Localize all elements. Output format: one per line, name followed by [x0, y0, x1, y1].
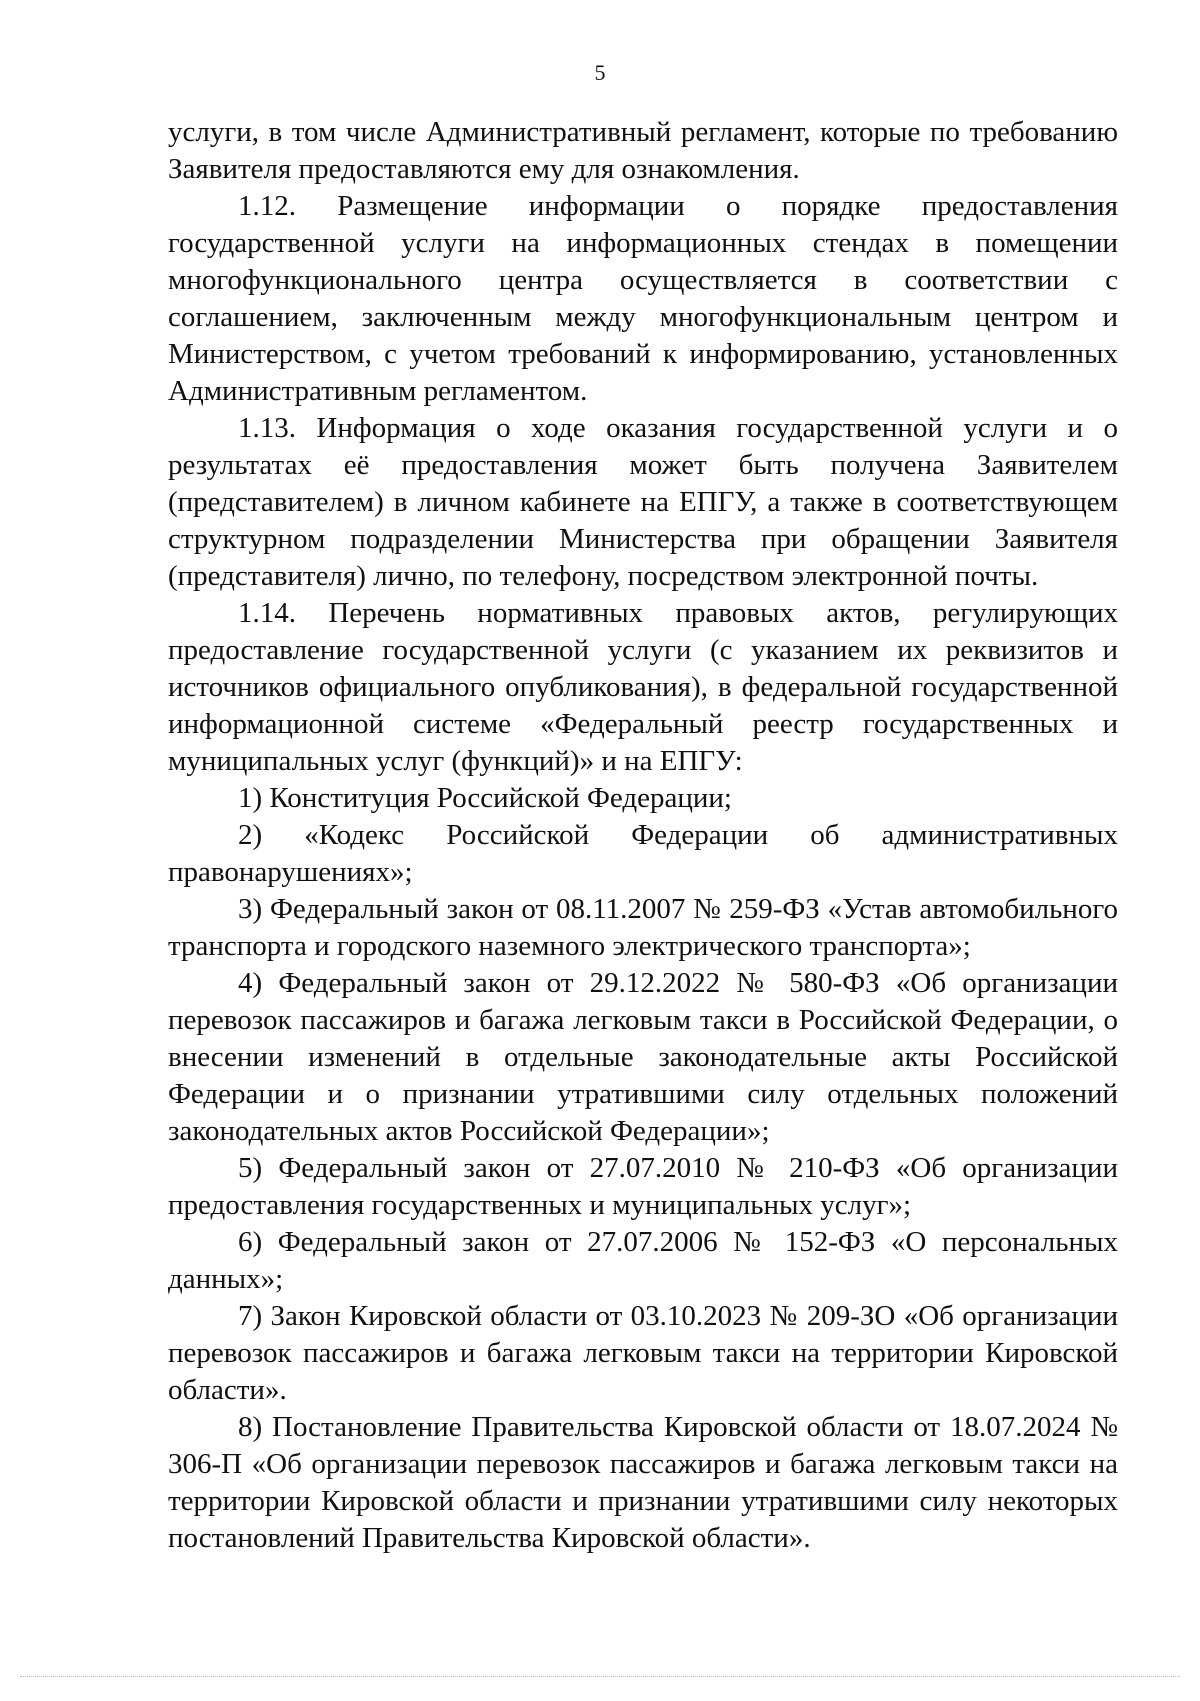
document-body [168, 114, 1118, 1557]
list-item-4: 4) Федеральный закон от 29.12.2022 № 580-ФЗ «Об организации перевозок пассажиров и багажа легковым такси в Российской Федерации, о внесении изменений в отдельные законодательные акты Российской Федерации и о признании утратившими силу отдельных положений законодательных актов Российской Федерации»; [168, 967, 1118, 1147]
list-item-6: 6) Федеральный закон от 27.07.2006 № 152-ФЗ «О персональных данных»; [168, 1226, 1118, 1295]
scan-edge-divider [20, 1676, 1180, 1677]
page-number: 5 [594, 60, 606, 85]
list-item-3: 3) Федеральный закон от 08.11.2007 № 259-ФЗ «Устав автомобильного транспорта и городского наземного электрического транспорта»; [168, 893, 1118, 962]
paragraph-1-13: 1.13. Информация о ходе оказания государственной услуги и о результатах её предоставления может быть получена Заявителем (представителем) в личном кабинете на ЕПГУ, а также в соответствующем структурном подразделении Министерства при обращении Заявителя (представителя) лично, по телефону, посредством электронной почты. [168, 412, 1118, 592]
paragraph-continuation: услуги, в том числе Административный регламент, которые по требованию Заявителя предоставляются ему для ознакомления. [168, 116, 1118, 185]
list-item-1: 1) Конституция Российской Федерации; [238, 782, 732, 814]
paragraph-1-14: 1.14. Перечень нормативных правовых актов, регулирующих предоставление государственной услуги (с указанием их реквизитов и источников официального опубликования), в федеральной государственной информационной системе «Федеральный реестр государственных и муниципальных услуг (функций)» и на ЕПГУ: [168, 597, 1118, 777]
paragraph-1-12: 1.12. Размещение информации о порядке предоставления государственной услуги на информационных стендах в помещении многофункционального центра осуществляется в соответствии с соглашением, заключенным между многофункциональным центром и Министерством, с учетом требований к информированию, установленных Административным регламентом. [168, 190, 1118, 407]
list-item-8: 8) Постановление Правительства Кировской области от 18.07.2024 № 306-П «Об организации перевозок пассажиров и багажа легковым такси на территории Кировской области и признании утратившими силу некоторых постановлений Правительства Кировской области». [168, 1411, 1118, 1554]
list-item-2: 2) «Кодекс Российской Федерации об административных правонарушениях»; [168, 819, 1118, 888]
list-item-7: 7) Закон Кировской области от 03.10.2023 № 209-ЗО «Об организации перевозок пассажиров и багажа легковым такси на территории Кировской области». [168, 1300, 1118, 1406]
list-item-5: 5) Федеральный закон от 27.07.2010 № 210-ФЗ «Об организации предоставления государственных и муниципальных услуг»; [168, 1152, 1118, 1221]
